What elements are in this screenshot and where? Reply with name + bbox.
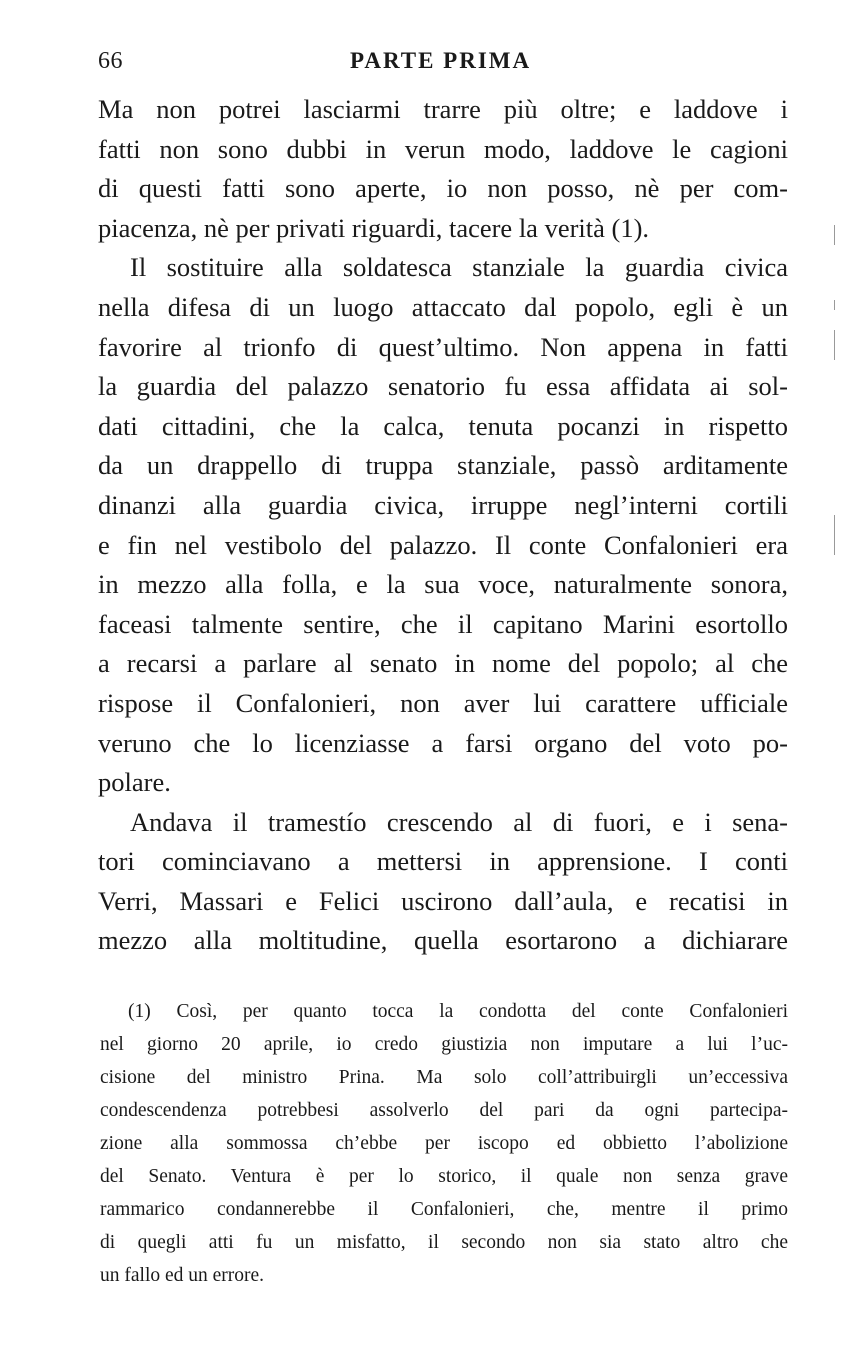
text-line: dati cittadini, che la calca, tenuta pocanzi in rispetto [98,410,788,441]
footnote-line: cisione del ministro Prina. Ma solo coll’attribuirgli un’eccessiva [100,1067,788,1088]
text-line: da un drappello di truppa stanziale, passò arditamente [98,450,788,481]
text-line: di questi fatti sono aperte, io non posso, nè per com- [98,173,788,204]
text-line: fatti non sono dubbi in verun modo, laddove le cagioni [98,133,788,164]
footnote [100,995,788,1292]
footnote-line: (1) Così, per quanto tocca la condotta del conte Confalonieri [128,1001,788,1022]
edge-mark [834,330,835,360]
footnote-line: di quegli atti fu un misfatto, il secondo non sia stato altro che [100,1232,788,1253]
main-text [98,90,788,961]
edge-mark [834,300,835,310]
text-line: Il sostituire alla soldatesca stanziale la guardia civica [130,252,788,283]
text-line: piacenza, nè per privati riguardi, tacere la verità (1). [98,212,650,243]
footnote-line: zione alla sommossa ch’ebbe per iscopo ed obbietto l’abolizione [100,1133,788,1154]
footnote-line: nel giorno 20 aprile, io credo giustizia non imputare a lui l’uc- [100,1034,788,1055]
page-number: 66 [98,48,123,74]
text-line: in mezzo alla folla, e la sua voce, naturalmente sonora, [98,569,788,600]
edge-mark [834,225,835,245]
text-line: polare. [98,767,171,798]
footnote-line: un fallo ed un errore. [100,1265,265,1286]
page-header [98,48,788,84]
running-head: PARTE PRIMA [350,48,532,73]
footnote-line: del Senato. Ventura è per lo storico, il quale non senza grave [100,1166,788,1187]
text-line: veruno che lo licenziasse a farsi organo del voto po- [98,727,788,758]
text-line: Andava il tramestío crescendo al di fuori, e i sena- [130,806,788,837]
text-line: rispose il Confalonieri, non aver lui carattere ufficiale [98,687,788,718]
text-line: faceasi talmente sentire, che il capitano Marini esortollo [98,608,788,639]
edge-mark [834,515,835,555]
text-line: la guardia del palazzo senatorio fu essa affidata ai sol- [98,371,788,402]
page-edge-marks [828,0,843,1365]
footnote-line: rammarico condannerebbe il Confalonieri, che, mentre il primo [100,1199,788,1220]
text-line: e fin nel vestibolo del palazzo. Il conte Confalonieri era [98,529,788,560]
text-line: Verri, Massari e Felici uscirono dall’aula, e recatisi in [98,885,788,916]
text-line: Ma non potrei lasciarmi trarre più oltre; e laddove i [98,94,788,124]
text-line: mezzo alla moltitudine, quella esortarono a dichiarare [98,925,788,956]
text-line: nella difesa di un luogo attaccato dal popolo, egli è un [98,291,788,322]
footnote-line: condescendenza potrebbesi assolverlo del pari da ogni partecipa- [100,1100,788,1121]
text-line: dinanzi alla guardia civica, irruppe negl’interni cortili [98,489,788,520]
text-line: favorire al trionfo di quest’ultimo. Non appena in fatti [98,331,788,362]
text-line: tori cominciavano a mettersi in apprensione. I conti [98,846,788,877]
text-line: a recarsi a parlare al senato in nome del popolo; al che [98,648,788,679]
